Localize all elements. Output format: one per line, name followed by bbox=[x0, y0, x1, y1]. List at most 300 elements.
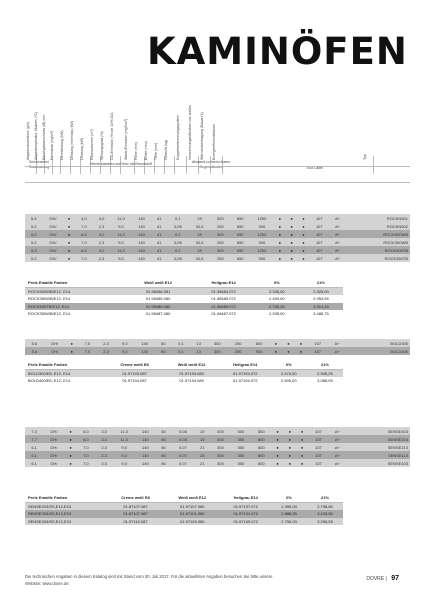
table-cell: 5,6 bbox=[25, 339, 44, 347]
table-cell: 6,0 bbox=[77, 427, 95, 435]
table-cell: OH/ bbox=[44, 347, 66, 355]
table-row bbox=[25, 459, 410, 467]
table-cell: 4,0 bbox=[93, 214, 111, 222]
table-cell: 5,4 bbox=[25, 214, 43, 222]
table-cell: 107 bbox=[307, 347, 328, 355]
table-cell: OH/ bbox=[43, 435, 64, 443]
table-cell: ● bbox=[63, 214, 75, 222]
column-header-label: Breite (mm) bbox=[144, 141, 148, 160]
column-header bbox=[365, 84, 375, 160]
page-title: KAMINÖFEN bbox=[147, 30, 408, 73]
table-cell: 9,0 bbox=[110, 238, 131, 246]
table-cell: 650 bbox=[230, 254, 250, 262]
column-header bbox=[202, 84, 212, 160]
table-cell: 900 bbox=[249, 347, 270, 355]
table-cell: 6,0 bbox=[25, 230, 43, 238]
table-cell: 107 bbox=[309, 238, 329, 246]
model-name: ROCK350TB bbox=[346, 254, 410, 262]
table-cell: 6,0 bbox=[77, 435, 95, 443]
table-cell: 140 bbox=[132, 222, 152, 230]
table-cell: ● bbox=[282, 339, 295, 347]
table-cell: 11,0 bbox=[110, 230, 131, 238]
table-cell: 9,0 bbox=[113, 459, 135, 467]
table-cell: 300 bbox=[210, 443, 230, 451]
table-cell: ● bbox=[298, 238, 310, 246]
table-cell: ● bbox=[296, 451, 308, 459]
table-cell: ● bbox=[63, 246, 75, 254]
table-cell: 2,3 bbox=[95, 443, 113, 451]
table-row bbox=[25, 339, 410, 347]
table-cell: 2,3 bbox=[95, 451, 113, 459]
price-row bbox=[25, 518, 343, 526]
column-header-label: Energieeffizienzklasse bbox=[212, 124, 216, 160]
page-separator: | bbox=[385, 576, 387, 582]
column-header-label: Gewicht (kg) bbox=[164, 139, 168, 160]
table-cell: 41 bbox=[151, 246, 167, 254]
table-cell: 5,2 bbox=[25, 238, 43, 246]
table-cell: ● bbox=[272, 443, 284, 451]
table-cell: 80 bbox=[156, 443, 172, 451]
table-row bbox=[25, 427, 410, 435]
price-row bbox=[25, 510, 343, 518]
spec-header bbox=[25, 84, 410, 182]
price-cell: 2.395,00 bbox=[271, 502, 307, 510]
table-cell: ● bbox=[284, 427, 296, 435]
price-cell: 01.87107.087 bbox=[107, 502, 164, 510]
table-cell: 600 bbox=[251, 451, 271, 459]
table-cell: ● bbox=[298, 246, 310, 254]
column-header-label: Höhe (mm) bbox=[134, 142, 138, 160]
table-cell: ● bbox=[298, 254, 310, 262]
price-cell: 3.088,05 bbox=[307, 377, 343, 385]
table-cell: 1200 bbox=[250, 214, 274, 222]
table-row bbox=[25, 238, 410, 246]
price-row bbox=[25, 377, 343, 385]
price-header-cell: 21% bbox=[307, 494, 343, 502]
table-cell: 7,0 bbox=[78, 339, 97, 347]
price-header-cell: 21% bbox=[299, 279, 343, 287]
table-cell: 11,0 bbox=[110, 214, 131, 222]
price-cell: 2.790,00 bbox=[271, 518, 307, 526]
column-header-label: Abgasmassestrom (g/s) bbox=[26, 122, 30, 160]
header-divider bbox=[25, 166, 410, 167]
table-cell: 2,3 bbox=[93, 222, 111, 230]
table-row bbox=[25, 230, 410, 238]
price-cell: 3.314,15 bbox=[299, 303, 343, 311]
price-model: SENSE203/SS,E12,E13 bbox=[25, 510, 107, 518]
model-name: BOLD300 bbox=[346, 339, 410, 347]
table-cell: 19 bbox=[194, 427, 210, 435]
price-row bbox=[25, 287, 343, 295]
table-cell: 650 bbox=[230, 238, 250, 246]
column-header-label: Raumvolumen (m³) bbox=[90, 129, 94, 160]
column-header-label: Leistung (kW) bbox=[80, 137, 84, 160]
model-name: ROCK350WB bbox=[346, 238, 410, 246]
price-cell: 2.935,00 bbox=[255, 310, 299, 318]
table-cell: 5,3 bbox=[25, 246, 43, 254]
table-row bbox=[25, 435, 410, 443]
price-table-rock bbox=[25, 279, 343, 318]
table-cell: 80 bbox=[156, 435, 172, 443]
table-cell: 107 bbox=[308, 459, 328, 467]
table-cell: 7,0 bbox=[75, 238, 93, 246]
price-header-cell: 0% bbox=[271, 361, 307, 369]
table-cell: ● bbox=[272, 427, 284, 435]
table-cell: A+ bbox=[329, 254, 346, 262]
price-row bbox=[25, 295, 343, 303]
table-cell: OH/ bbox=[43, 238, 64, 246]
table-cell: 41 bbox=[151, 238, 167, 246]
price-cell: 01.97194.080 bbox=[163, 377, 219, 385]
price-cell: 01.87107.087 bbox=[107, 510, 164, 518]
table-cell: 1200 bbox=[250, 246, 274, 254]
table-cell: 600 bbox=[251, 459, 271, 467]
price-header-cell: Preis Emaille Farben bbox=[25, 361, 106, 369]
column-header-label: Doppelverbrennungssystem bbox=[176, 115, 180, 160]
model-name: ROCKN501 bbox=[346, 214, 410, 222]
price-cell: 01.98487.072 bbox=[193, 310, 255, 318]
price-cell: 2.785,35 bbox=[255, 303, 299, 311]
table-cell: 500 bbox=[231, 427, 251, 435]
column-header-label: CO-Emission (% bei 13% O2) bbox=[110, 112, 114, 160]
price-cell: 01.98489.080 bbox=[124, 303, 193, 311]
table-cell: 29 bbox=[189, 246, 211, 254]
table-cell: ● bbox=[295, 339, 308, 347]
column-header-label: Rauchgasanschluss (Ø) mm bbox=[42, 114, 46, 160]
table-cell: 0,08 bbox=[172, 435, 195, 443]
table-row bbox=[25, 222, 410, 230]
model-name: SENSE103 bbox=[346, 459, 410, 467]
price-row bbox=[25, 502, 343, 510]
table-cell: 11,0 bbox=[113, 427, 135, 435]
price-header-cell: Creme weiß E8 bbox=[106, 361, 164, 369]
table-cell: 107 bbox=[309, 222, 329, 230]
table-cell: 13 bbox=[190, 347, 207, 355]
price-cell: 01.97107.080 bbox=[164, 502, 220, 510]
table-row bbox=[25, 214, 410, 222]
price-model: ROCK500TB/E12, E14 bbox=[25, 303, 124, 311]
table-cell: A+ bbox=[329, 443, 346, 451]
price-row bbox=[25, 310, 343, 318]
header-group-werte: Werte basieren auf Holz als Brennstoff bbox=[90, 162, 152, 166]
table-cell: 7,0 bbox=[77, 443, 95, 451]
table-row bbox=[25, 451, 410, 459]
table-cell: 140 bbox=[132, 214, 152, 222]
table-cell: OH/ bbox=[43, 222, 64, 230]
table-cell: OH/ bbox=[43, 246, 64, 254]
price-cell: 01.98487.080 bbox=[124, 310, 193, 318]
table-cell: 9,0 bbox=[115, 339, 134, 347]
table-cell: A+ bbox=[329, 459, 346, 467]
table-cell: 1200 bbox=[250, 230, 274, 238]
price-cell: 2.475,00 bbox=[271, 369, 307, 377]
table-cell: 250 bbox=[211, 222, 231, 230]
table-cell: 80 bbox=[155, 339, 172, 347]
table-cell: A+ bbox=[329, 435, 346, 443]
table-cell: 650 bbox=[230, 214, 250, 222]
model-name: BOLD400 bbox=[346, 347, 410, 355]
spec-table-rock bbox=[25, 214, 410, 262]
column-header bbox=[112, 84, 122, 160]
column-header-label: Feinstaub (mg/m³) bbox=[50, 130, 54, 160]
table-cell: 107 bbox=[308, 443, 328, 451]
price-cell: 01.97193.087 bbox=[106, 369, 164, 377]
table-cell: 6,1 bbox=[25, 443, 43, 451]
model-name: ROCKN502 bbox=[346, 222, 410, 230]
price-cell: 01.98489.072 bbox=[193, 303, 255, 311]
table-cell: ● bbox=[296, 443, 308, 451]
table-cell: 34,6 bbox=[189, 238, 211, 246]
price-cell: 01.98484.072 bbox=[193, 287, 255, 295]
table-cell: 550 bbox=[231, 451, 251, 459]
table-cell: ● bbox=[296, 435, 308, 443]
table-row bbox=[25, 443, 410, 451]
table-cell: 400 bbox=[210, 427, 230, 435]
table-cell: 900 bbox=[250, 254, 274, 262]
table-cell: 250 bbox=[211, 254, 231, 262]
table-cell: ● bbox=[284, 459, 296, 467]
table-cell: ● bbox=[64, 443, 76, 451]
table-cell: 650 bbox=[230, 222, 250, 230]
table-cell: OH/ bbox=[43, 427, 64, 435]
table-cell: 550 bbox=[231, 435, 251, 443]
price-cell: 01.97107.072 bbox=[220, 502, 271, 510]
price-cell: 01.98485.080 bbox=[124, 295, 193, 303]
table-cell: 0,08 bbox=[167, 222, 189, 230]
table-cell: ● bbox=[274, 222, 286, 230]
table-cell: A+ bbox=[329, 230, 346, 238]
model-name: SENSE203 bbox=[346, 435, 410, 443]
table-cell: 0,07 bbox=[172, 451, 195, 459]
price-header-cell: Preis Emaille Farben bbox=[25, 494, 107, 502]
table-cell: ● bbox=[286, 238, 298, 246]
price-cell: 2.490,00 bbox=[255, 295, 299, 303]
table-cell: ● bbox=[286, 214, 298, 222]
table-cell: 0,1 bbox=[172, 339, 191, 347]
price-cell: 01.97194.072 bbox=[220, 377, 271, 385]
table-cell: 550 bbox=[231, 443, 251, 451]
table-cell: 520 bbox=[211, 214, 231, 222]
price-header-cell: Hellgrau E14 bbox=[193, 279, 255, 287]
table-cell: 2,3 bbox=[97, 339, 116, 347]
table-cell: 7,7 bbox=[25, 435, 43, 443]
model-name: SENSE113 bbox=[346, 451, 410, 459]
table-cell: 650 bbox=[230, 246, 250, 254]
table-cell: 250 bbox=[228, 339, 249, 347]
table-cell: ● bbox=[64, 451, 76, 459]
price-model: ROCK350WB/E12, E14 bbox=[25, 310, 124, 318]
model-name: ROCK500TB bbox=[346, 246, 410, 254]
price-row bbox=[25, 303, 343, 311]
table-cell: 400 bbox=[210, 435, 230, 443]
table-row bbox=[25, 347, 410, 355]
price-cell: 3.296,55 bbox=[307, 518, 343, 526]
table-cell: ● bbox=[298, 230, 310, 238]
price-cell: 01.97101.080 bbox=[164, 510, 220, 518]
table-cell: ● bbox=[284, 435, 296, 443]
price-header-cell: 0% bbox=[271, 494, 307, 502]
model-name: SENSE213 bbox=[346, 443, 410, 451]
column-header-label: Staub-Emission (mg/Nm³) bbox=[124, 118, 128, 160]
table-cell: 7,0 bbox=[75, 254, 93, 262]
table-cell: 7,0 bbox=[75, 222, 93, 230]
table-cell: 11,0 bbox=[110, 246, 131, 254]
table-cell: 41 bbox=[151, 230, 167, 238]
table-cell: ● bbox=[272, 435, 284, 443]
table-cell: 6,0 bbox=[75, 230, 93, 238]
price-cell: 01.97194.087 bbox=[106, 377, 164, 385]
table-cell: 5,2 bbox=[25, 222, 43, 230]
table-cell: 29 bbox=[189, 230, 211, 238]
table-cell: 300 bbox=[210, 451, 230, 459]
price-header-cell: 21% bbox=[307, 361, 343, 369]
table-cell: ● bbox=[286, 230, 298, 238]
table-row bbox=[25, 254, 410, 262]
brand-name: DOVRE bbox=[366, 576, 385, 582]
table-cell: A+ bbox=[329, 238, 346, 246]
table-cell: ● bbox=[295, 347, 308, 355]
table-cell: 3,0 bbox=[95, 435, 113, 443]
table-cell: 0,07 bbox=[172, 443, 195, 451]
table-cell: A+ bbox=[329, 222, 346, 230]
header-group-abstand: Abstand zu brenn-baren Gegenständen bbox=[191, 160, 231, 169]
price-cell: 01.97193.080 bbox=[163, 369, 219, 377]
table-cell: ● bbox=[274, 238, 286, 246]
column-header bbox=[190, 84, 200, 160]
table-cell: OH/ bbox=[43, 230, 64, 238]
table-cell: 0,1 bbox=[167, 230, 189, 238]
spec-table-sense bbox=[25, 427, 410, 467]
column-header bbox=[178, 84, 188, 160]
table-cell: 140 bbox=[132, 230, 152, 238]
table-cell: 80 bbox=[155, 347, 172, 355]
table-cell: A+ bbox=[329, 427, 346, 435]
header-group-schornstein: Schornstein/ Rauchabzug bbox=[28, 160, 50, 169]
price-cell: 01.97101.072 bbox=[220, 510, 271, 518]
table-cell: 140 bbox=[134, 347, 155, 355]
table-cell: 140 bbox=[135, 427, 155, 435]
column-header-label: Abgastemperatur Stutzen (°C) bbox=[34, 111, 38, 160]
table-cell: ● bbox=[272, 451, 284, 459]
footnote bbox=[25, 573, 272, 587]
table-cell: ● bbox=[282, 347, 295, 355]
table-cell: ● bbox=[64, 459, 76, 467]
table-cell: 520 bbox=[211, 246, 231, 254]
table-cell: 0,08 bbox=[172, 427, 195, 435]
table-cell: 550 bbox=[231, 459, 251, 467]
table-cell: 6,0 bbox=[75, 246, 93, 254]
table-cell: 6,1 bbox=[25, 459, 43, 467]
footnote-line: Website: www.dovre.de bbox=[25, 581, 69, 586]
table-cell: A+ bbox=[329, 451, 346, 459]
table-cell: 3,0 bbox=[95, 427, 113, 435]
table-cell: A+ bbox=[329, 246, 346, 254]
table-cell: 41 bbox=[151, 222, 167, 230]
table-cell: 80 bbox=[156, 427, 172, 435]
table-cell: OH/ bbox=[43, 443, 64, 451]
table-cell: OH/ bbox=[43, 459, 64, 467]
table-cell: ● bbox=[270, 347, 283, 355]
price-cell: 3.153,50 bbox=[307, 510, 343, 518]
table-cell: ● bbox=[64, 435, 76, 443]
price-header-row bbox=[25, 361, 343, 369]
price-cell: 2.335,00 bbox=[255, 287, 299, 295]
table-cell: 5,2 bbox=[25, 254, 43, 262]
table-cell: 3,0 bbox=[93, 230, 111, 238]
table-cell: 21 bbox=[194, 459, 210, 467]
model-name: ROCK500WB bbox=[346, 230, 410, 238]
table-cell: ● bbox=[284, 451, 296, 459]
price-model: ROCK500WB/E12, E14 bbox=[25, 287, 124, 295]
table-cell: 3,0 bbox=[93, 246, 111, 254]
table-cell: 107 bbox=[309, 254, 329, 262]
table-cell: ● bbox=[298, 214, 310, 222]
table-cell: ● bbox=[284, 443, 296, 451]
table-cell: 520 bbox=[211, 230, 231, 238]
table-cell: OH/ bbox=[44, 339, 66, 347]
column-header bbox=[166, 84, 176, 160]
table-cell: 300 bbox=[210, 459, 230, 467]
price-model: BOLD300/E8, E12, E14 bbox=[25, 369, 106, 377]
page-number: 97 bbox=[391, 575, 399, 582]
column-header-label: Leistung (min/max) (kW) bbox=[70, 120, 74, 160]
table-cell: ● bbox=[274, 246, 286, 254]
price-cell: 2.325,00 bbox=[299, 287, 343, 295]
price-cell: 2.595,00 bbox=[271, 377, 307, 385]
table-cell: 0,1 bbox=[167, 214, 189, 222]
table-cell: 300 bbox=[207, 347, 228, 355]
table-cell: ● bbox=[286, 254, 298, 262]
price-cell: 01.97110.087 bbox=[107, 518, 164, 526]
table-cell: 34,6 bbox=[189, 222, 211, 230]
price-cell: 01.98485.072 bbox=[193, 295, 255, 303]
table-cell: ● bbox=[63, 222, 75, 230]
price-header-cell: Weiß weiß E12 bbox=[124, 279, 193, 287]
table-cell: ● bbox=[286, 246, 298, 254]
table-cell: 5,6 bbox=[25, 347, 44, 355]
table-cell: 0,08 bbox=[167, 254, 189, 262]
price-header-cell: Weiß weiß E12 bbox=[163, 361, 219, 369]
column-divider bbox=[373, 156, 374, 174]
price-model: BOLD400/E8, E12, E14 bbox=[25, 377, 106, 385]
table-cell: OH/ bbox=[43, 451, 64, 459]
table-cell: 300 bbox=[207, 339, 228, 347]
table-cell: 250 bbox=[228, 347, 249, 355]
table-cell: 0,1 bbox=[172, 347, 191, 355]
price-header-cell: Creme weiß E8 bbox=[107, 494, 164, 502]
table-cell: 140 bbox=[135, 459, 155, 467]
column-header-label: Verbrennungsluftzufuhr von außen bbox=[188, 104, 192, 160]
column-header bbox=[214, 84, 224, 160]
column-header-label: Typ bbox=[363, 154, 367, 160]
table-cell: 6,1 bbox=[25, 451, 43, 459]
price-cell: 01.97193.072 bbox=[220, 369, 271, 377]
table-cell: 0,08 bbox=[167, 238, 189, 246]
price-model: ROCK350WB/E12, E14 bbox=[25, 295, 124, 303]
header-divider bbox=[25, 182, 410, 183]
table-cell: 9,0 bbox=[115, 347, 134, 355]
price-model: SENSE203/SS,E12,E13 bbox=[25, 502, 107, 510]
table-cell: 41 bbox=[151, 254, 167, 262]
column-header-label: Wirkungsgrad (%) bbox=[100, 131, 104, 160]
price-table-sense bbox=[25, 494, 343, 525]
price-table-bold bbox=[25, 361, 343, 385]
table-cell: 800 bbox=[249, 339, 270, 347]
price-cell: 01.97109.072 bbox=[220, 518, 271, 526]
table-cell: ● bbox=[65, 347, 78, 355]
table-cell: 25 bbox=[194, 451, 210, 459]
price-header-cell: Preis Emaille Farben bbox=[25, 279, 124, 287]
